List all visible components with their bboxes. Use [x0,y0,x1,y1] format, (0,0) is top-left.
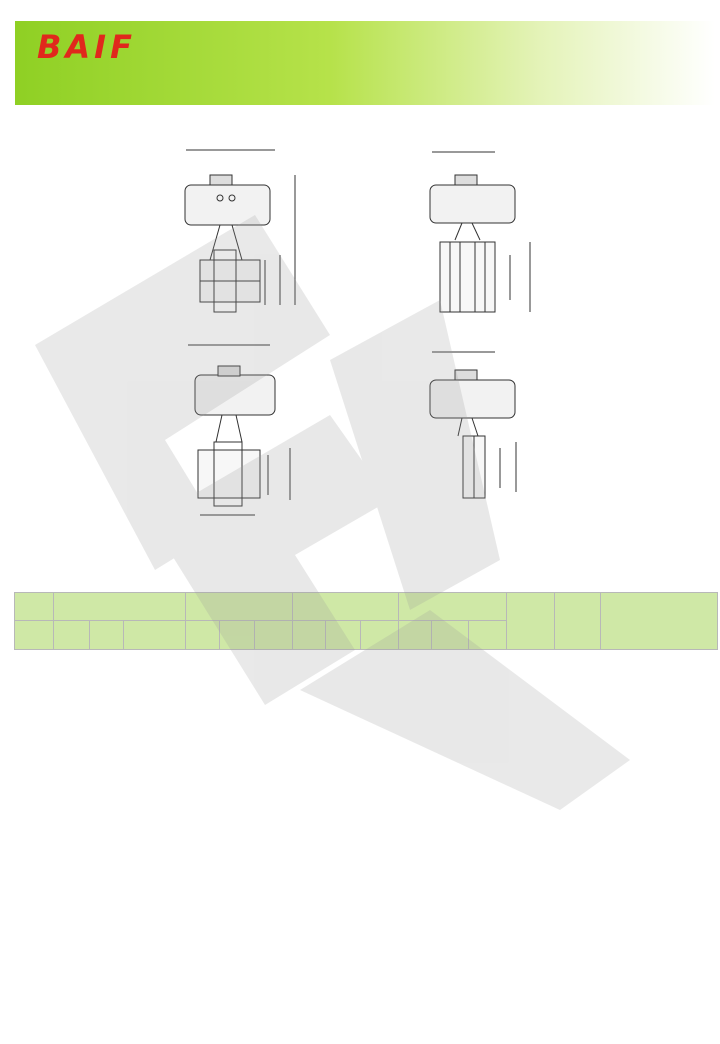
sub-header [185,621,220,650]
sub-header [90,621,124,650]
valve-drawing-wd661x [430,352,516,498]
h-header [555,593,601,650]
outline-drawings [0,130,720,560]
sub-header [124,621,185,650]
sub-header [254,621,292,650]
table-header-row [15,593,718,621]
sub-header [326,621,361,650]
sub-header [469,621,507,650]
group-header-wd661x [398,593,506,621]
lo-header [506,593,555,650]
sub-header [398,621,432,650]
valve-drawing-wd621x [185,150,295,312]
sub-header [432,621,469,650]
group-header-wd681x [292,593,398,621]
valve-drawing-wd681x [188,345,290,515]
group-header-wd676x [185,593,292,621]
sub-header [53,621,90,650]
svg-text:BAIF: BAIF [37,31,136,61]
sub-header [361,621,399,650]
valve-drawing-wd676x [430,152,530,312]
header-banner [15,21,715,105]
valve-drawings-svg [0,130,720,560]
group-header-wd621x [53,593,185,621]
sub-header [292,621,326,650]
actuator-header [600,593,717,650]
iso-header [15,621,54,650]
sub-header [220,621,255,650]
brand-logo [37,31,152,61]
norm-header [15,593,54,621]
spec-table [14,592,718,650]
